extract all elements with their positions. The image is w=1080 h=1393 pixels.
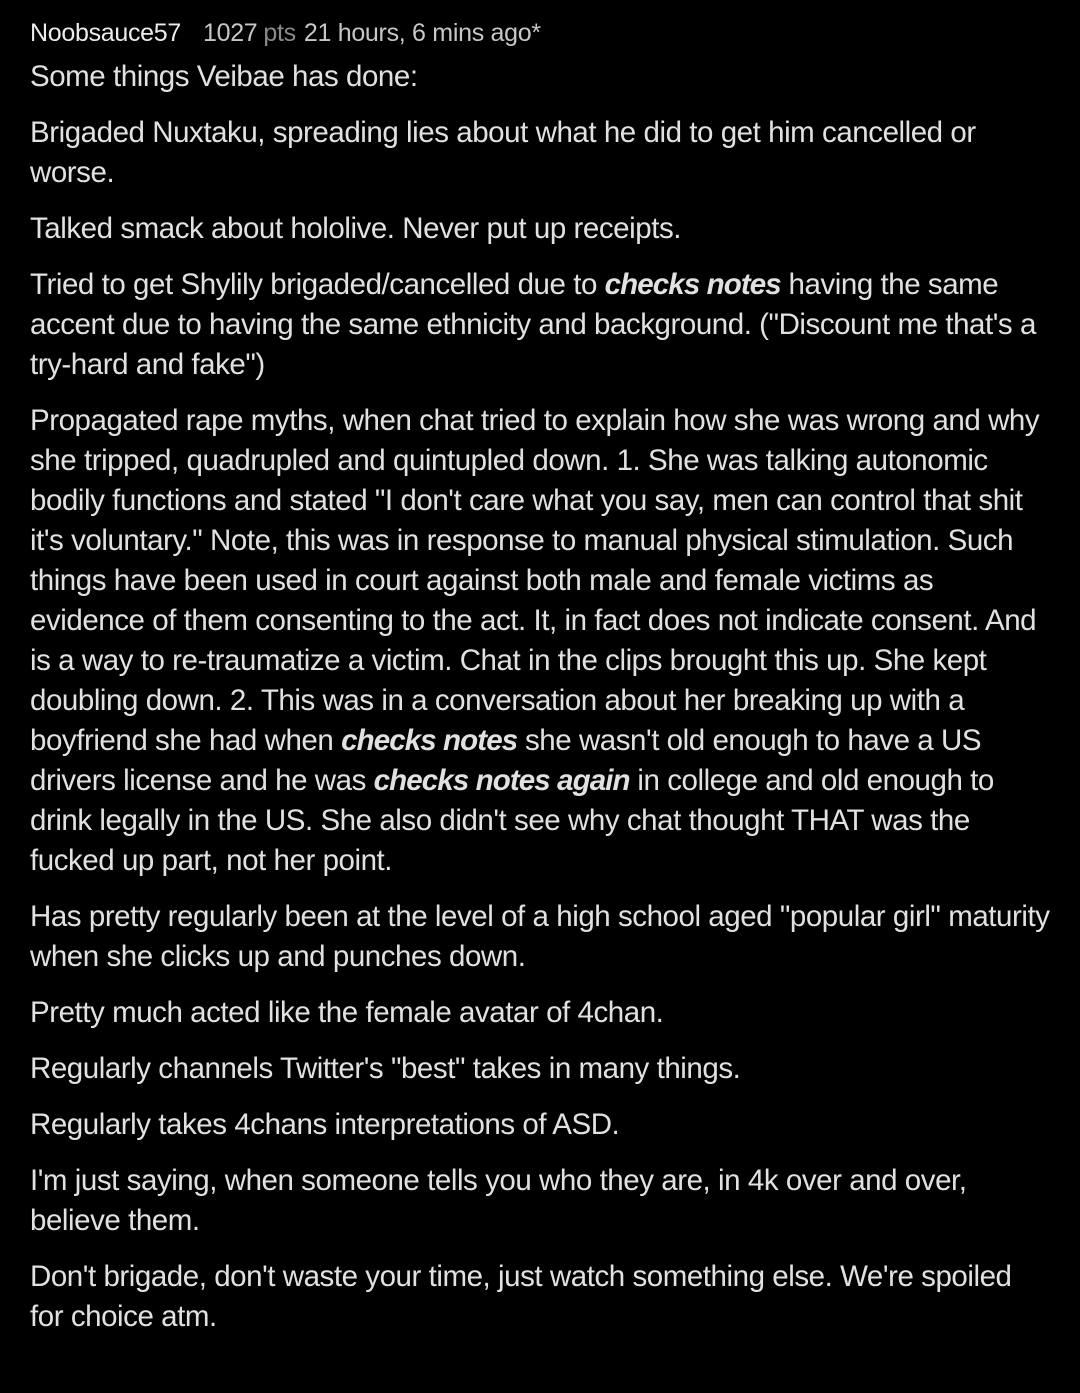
comment-paragraph: Don't brigade, don't waste your time, just watch something else. We're spoiled for choice atm. — [30, 1260, 1012, 1333]
comment-paragraph: Has pretty regularly been at the level of a high school aged "popular girl" maturity when she clicks up and punches down. — [30, 900, 1050, 973]
points-count: 1027 — [203, 18, 258, 47]
comment-paragraph: Some things Veibae has done: — [30, 60, 418, 93]
emphasis-text: checks notes again — [373, 764, 630, 797]
username-link[interactable]: Noobsauce57 — [30, 18, 181, 47]
comment-paragraph — [30, 265, 1052, 385]
timestamp: 21 hours, 6 mins ago* — [303, 18, 541, 47]
comment-paragraph: I'm just saying, when someone tells you who they are, in 4k over and over, believe them. — [30, 1164, 967, 1237]
emphasis-text: checks notes — [604, 268, 781, 301]
comment-paragraph: Regularly channels Twitter's "best" takes in many things. — [30, 1052, 741, 1085]
comment-body — [30, 57, 1052, 1337]
points-unit: pts — [263, 18, 296, 47]
comment-paragraph: Talked smack about hololive. Never put up receipts. — [30, 212, 681, 245]
comment-paragraph: Regularly takes 4chans interpretations of ASD. — [30, 1108, 620, 1141]
paragraph-text: she wasn't old enough to have a US drivers license and he was — [30, 724, 982, 797]
comment-paragraph — [30, 401, 1052, 881]
paragraph-text: having the same accent due to having the same ethnicity and background. ("Discount me that's a try-hard and fake") — [30, 268, 1036, 381]
paragraph-text: in college and old enough to drink legally in the US. She also didn't see why chat thought THAT was the fucked up part, not her point. — [30, 764, 994, 877]
paragraph-text: Tried to get Shylily brigaded/cancelled due to — [30, 268, 605, 301]
comment-paragraph: Pretty much acted like the female avatar of 4chan. — [30, 996, 664, 1029]
comment-paragraph: Brigaded Nuxtaku, spreading lies about what he did to get him cancelled or worse. — [30, 116, 976, 189]
paragraph-text: Propagated rape myths, when chat tried to explain how she was wrong and why she tripped, quadrupled and quintupled down. 1. She was talking autonomic bodily functions and stated "I don't care what you say, men can control that shit it's voluntary." Note, this was in response to manual physical stimulation. Such things have been used in court against both male and female victims as evidence of them consenting to the act. It, in fact does not indicate consent. And is a way to re-traumatize a victim. Chat in the clips brought this up. She kept doubling down. 2. This was in a conversation about her breaking up with a boyfriend she had when — [30, 404, 1040, 757]
emphasis-text: checks notes — [341, 724, 518, 757]
comment-header — [30, 14, 1052, 52]
